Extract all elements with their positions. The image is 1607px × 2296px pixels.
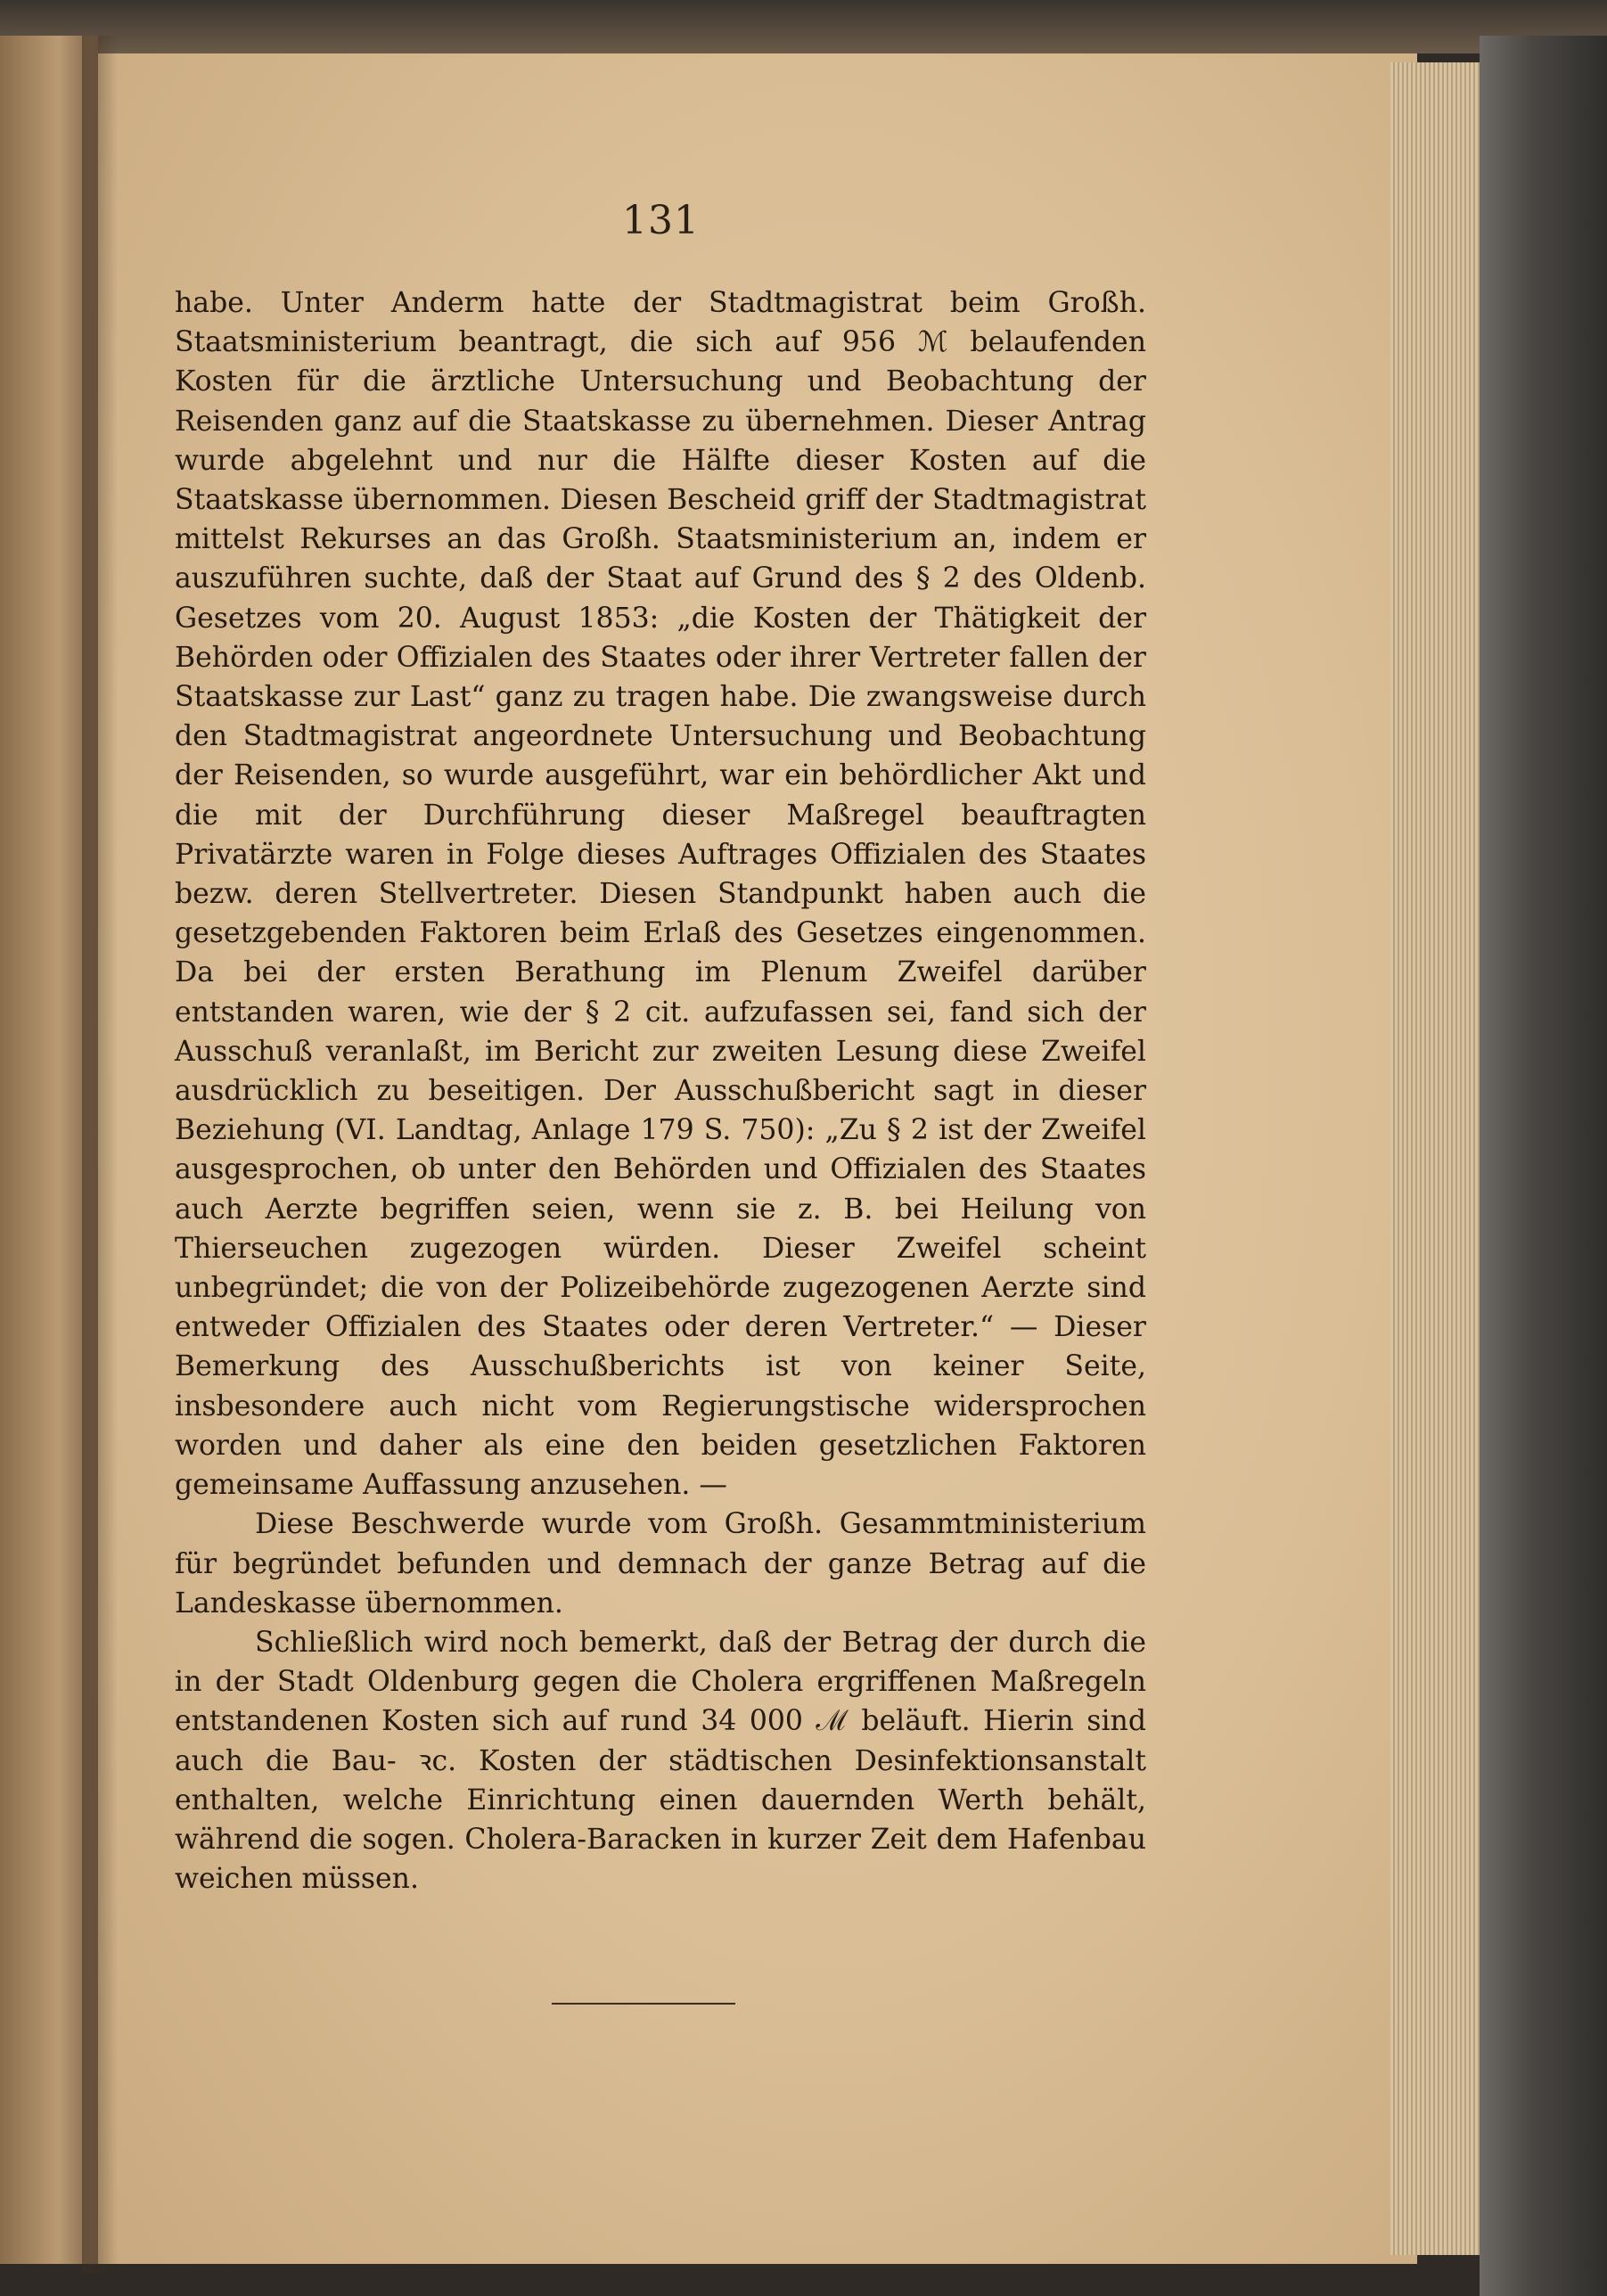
book-cover-edge [1480, 36, 1607, 2296]
paragraph-1: habe. Unter Anderm hatte der Stadtmagistrat beim Großh. Staatsministerium beantragt, die sich auf 956 ℳ belaufenden Kosten für die ärztliche Untersuchung und Beobachtung der Reisenden ganz auf die Staatskasse zu übernehmen. Dieser Antrag wurde abgelehnt und nur die Hälfte dieser Kosten auf die Staatskasse übernommen. Diesen Bescheid griff der Stadtmagistrat mittelst Rekurses an das Großh. Staatsministerium an, indem er auszuführen suchte, daß der Staat auf Grund des § 2 des Oldenb. Gesetzes vom 20. August 1853: „die Kosten der Thätigkeit der Behörden oder Offizialen des Staates oder ihrer Vertreter fallen der Staatskasse zur Last“ ganz zu tragen habe. Die zwangsweise durch den Stadtmagistrat angeordnete Untersuchung und Beobachtung der Reisenden, so wurde ausgeführt, war ein behördlicher Akt und die mit der Durchführung dieser Maßregel beauftragten Privatärzte waren in Folge dieses Auftrages Offizialen des Staates bezw. deren Stellvertreter. Diesen Standpunkt haben auch die gesetzgebenden Faktoren beim Erlaß des Gesetzes eingenommen. Da bei der ersten Berathung im Plenum Zweifel darüber entstanden waren, wie der § 2 cit. aufzufassen sei, fand sich der Ausschuß veranlaßt, im Bericht zur zweiten Lesung diese Zweifel ausdrücklich zu beseitigen. Der Ausschußbericht sagt in dieser Beziehung (VI. Landtag, Anlage 179 S. 750): „Zu § 2 ist der Zweifel ausgesprochen, ob unter den Behörden und Offizialen des Staates auch Aerzte begriffen seien, wenn sie z. B. bei Heilung von Thierseuchen zugezogen würden. Dieser Zweifel scheint unbegründet; die von der Polizeibehörde zugezogenen Aerzte sind entweder Offizialen des Staates oder deren Vertreter.“ — Dieser Bemerkung des Ausschußberichts ist von keiner Seite, insbesondere auch nicht vom Regierungstische widersprochen worden und daher als eine den beiden gesetzlichen Faktoren gemeinsame Auffassung anzusehen. — [175, 287, 1146, 1502]
page-gutter [82, 36, 118, 2273]
page-number: 131 [622, 198, 700, 243]
page-stack-edge [1390, 62, 1488, 2255]
paragraph-3: Schließlich wird noch bemerkt, daß der Betrag der durch die in der Stadt Oldenburg gegen die Cholera ergriffenen Maßregeln entstandenen Kosten sich auf rund 34 000 ℳ beläuft. Hierin sind auch die Bau- ꝛc. Kosten der städtischen Desinfektionsanstalt enthalten, welche Einrichtung einen dauernden Werth behält, während die sogen. Cholera-Baracken in kurzer Zeit dem Hafenbau weichen müssen. [175, 1626, 1146, 1896]
body-text [175, 283, 1146, 1898]
end-rule [552, 2003, 735, 2005]
book-top-edge [0, 0, 1607, 53]
paragraph-2: Diese Beschwerde wurde vom Großh. Gesammtministerium für begründet befunden und demnach der ganze Betrag auf die Landeskasse übernommen. [175, 1508, 1146, 1620]
